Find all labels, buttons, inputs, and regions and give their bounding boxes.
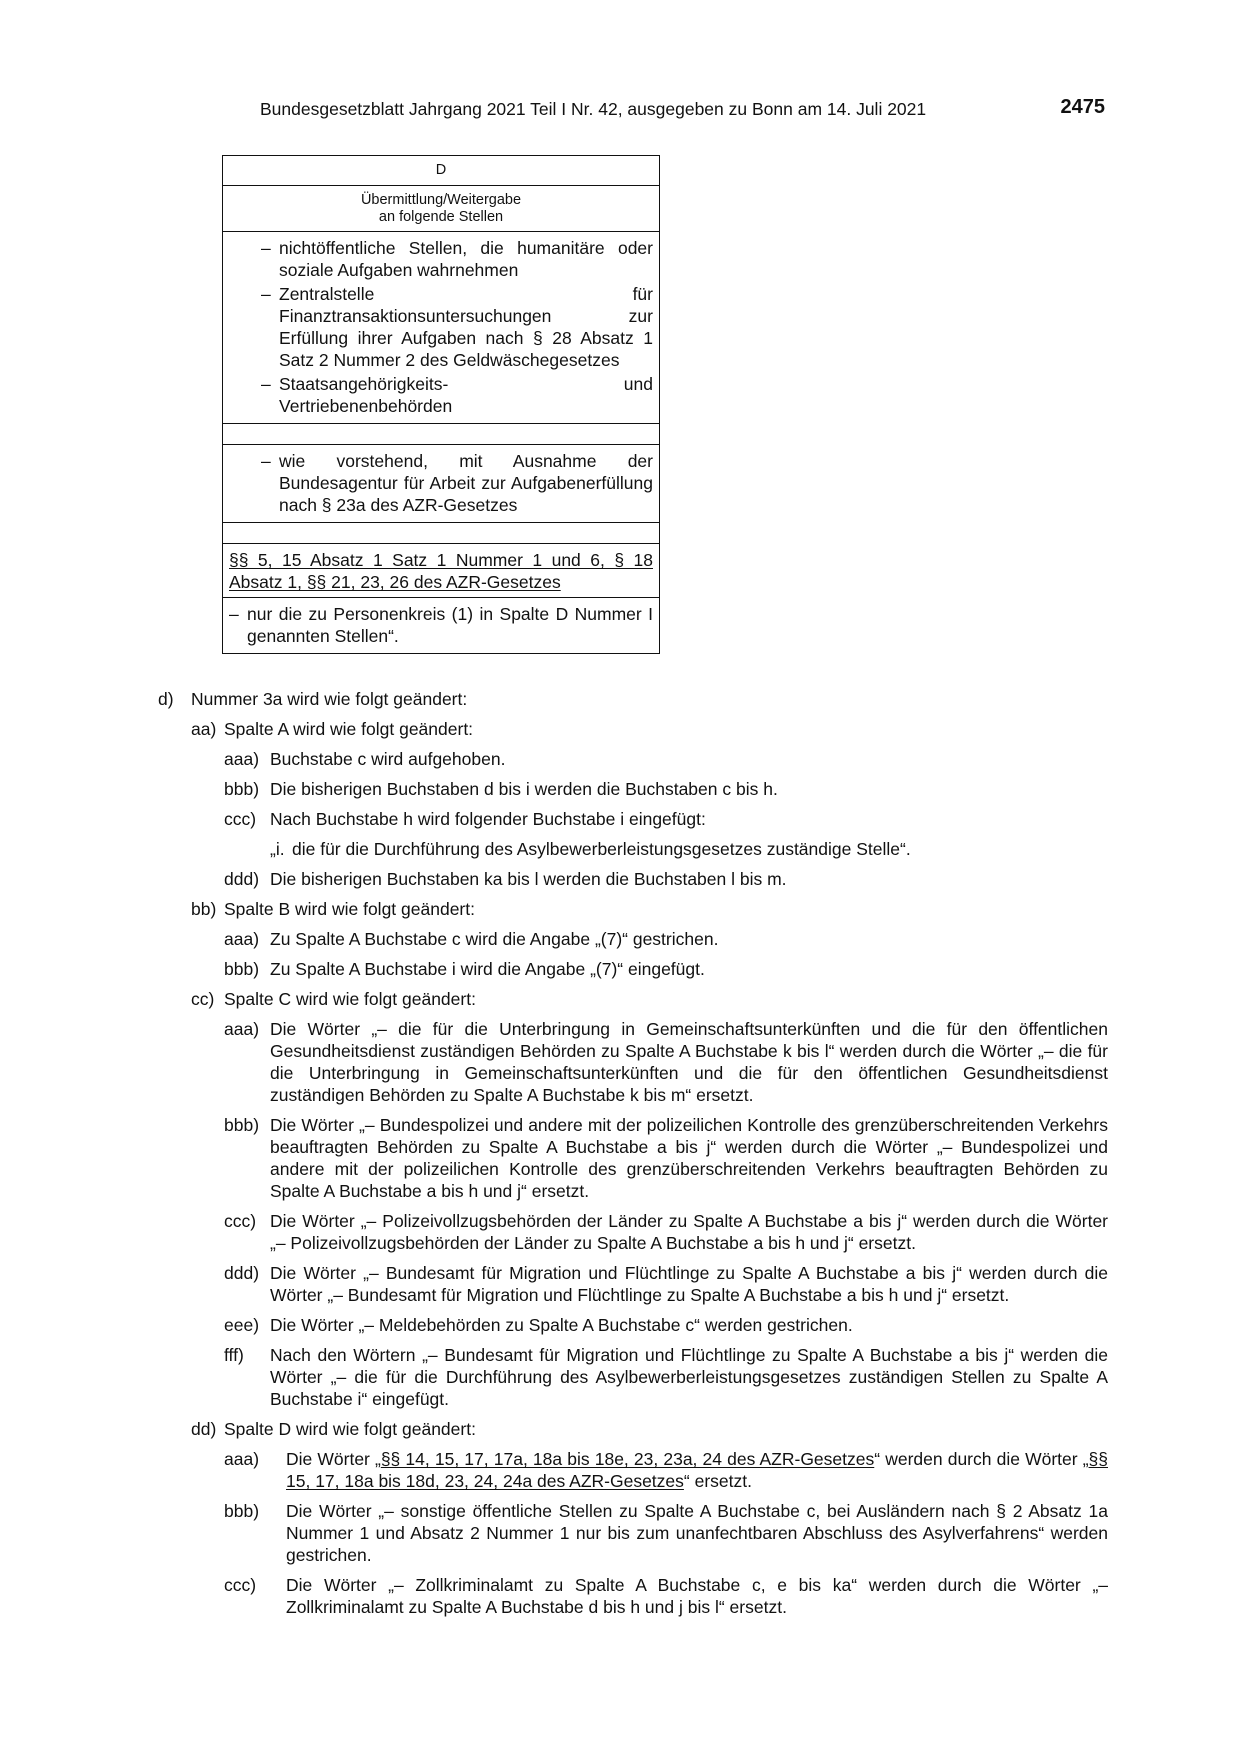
page-header xyxy=(260,96,1105,123)
column-letter: D xyxy=(223,156,659,186)
item-cc-aaa: aaa) Die Wörter „– die für die Unterbringung in Gemeinschaftsunterkünften und die für den öffentlichen Gesundheitsdienst zuständigen Behörden zu Spalte A Buchstabe k bis l“ werden durch die Wörter „– die für die Unterbringung in Gemeinschaftsunterkünften und die für den öffentlichen Gesundheitsdienst zuständigen Behörden zu Spalte A Buchstabe k bis m“ ersetzt. xyxy=(224,1019,1108,1105)
column-heading-line2: an folgende Stellen xyxy=(378,209,504,225)
item-dd: dd) Spalte D wird wie folgt geändert: xyxy=(191,1419,476,1439)
item-dd-bbb: bbb) Die Wörter „– sonstige öffentliche Stellen zu Spalte A Buchstabe c, bei Ausländern nach § 2 Absatz 1a Nummer 1 und Absatz 2 Nummer 1 nur bis zum unanfechtbaren Abschluss des Asylverfahrens“ werden gestrichen. xyxy=(224,1501,1108,1565)
item-d: d) Nummer 3a wird wie folgt geändert: xyxy=(158,689,468,709)
table-empty-row xyxy=(223,424,659,445)
item-aa-ccc: ccc) Nach Buchstabe h wird folgender Buchstabe i eingefügt: xyxy=(224,809,706,829)
list-item: – nur die zu Personenkreis (1) in Spalte D Nummer I genannten Stellen“. xyxy=(229,604,653,646)
dash: – xyxy=(261,374,271,394)
item-aa: aa) Spalte A wird wie folgt geändert: xyxy=(191,719,474,739)
item-aa-ccc-i: „i. die für die Durchführung des Asylbewerberleistungsgesetzes zuständige Stelle“. xyxy=(270,839,911,859)
list-item: – nichtöffentliche Stellen, die humanitäre oder soziale Aufgaben wahrnehmen xyxy=(261,238,653,280)
list-item: – Zentralstelle für Finanztransaktionsuntersuchungen zur Erfüllung ihrer Aufgaben nach § 28 Absatz 1 Satz 2 Nummer 2 des Geldwäschegesetzes xyxy=(261,284,653,370)
item-dd-ccc: ccc) Die Wörter „– Zollkriminalamt zu Spalte A Buchstabe c, e bis ka“ werden durch die Wörter „– Zollkriminalamt zu Spalte A Buchstabe d bis h und j bis l“ ersetzt. xyxy=(224,1575,1108,1617)
item-bb: bb) Spalte B wird wie folgt geändert: xyxy=(191,899,475,919)
dash: – xyxy=(261,451,271,471)
amendment-text xyxy=(158,688,1108,1626)
table-block-3 xyxy=(223,598,659,653)
item-cc-ccc: ccc) Die Wörter „– Polizeivollzugsbehörden der Länder zu Spalte A Buchstabe a bis j“ werden durch die Wörter „– Polizeivollzugsbehörden der Länder zu Spalte A Buchstabe a bis h und j“ ersetzt. xyxy=(224,1211,1108,1253)
table-block-2 xyxy=(223,445,659,523)
table-block-1 xyxy=(223,232,659,424)
item-aa-bbb: bbb) Die bisherigen Buchstaben d bis i werden die Buchstaben c bis h. xyxy=(224,779,778,799)
column-d-table xyxy=(222,155,660,654)
item-aa-ddd: ddd) Die bisherigen Buchstaben ka bis l werden die Buchstaben l bis m. xyxy=(224,869,787,889)
table-empty-row xyxy=(223,523,659,544)
item-cc-bbb: bbb) Die Wörter „– Bundespolizei und andere mit der polizeilichen Kontrolle des grenzüberschreitenden Verkehrs beauftragten Behörden zu Spalte A Buchstabe a bis j“ werden durch die Wörter „– Bundespolizei und andere mit der polizeilichen Kontrolle des grenzüberschreitenden Verkehrs beauftragten Behörden zu Spalte A Buchstabe a bis h und j“ ersetzt. xyxy=(224,1115,1108,1201)
item-cc-eee: eee) Die Wörter „– Meldebehörden zu Spalte A Buchstabe c“ werden gestrichen. xyxy=(224,1315,853,1335)
item-dd-aaa: aaa) Die Wörter „§§ 14, 15, 17, 17a, 18a bis 18e, 23, 23a, 24 des AZR-Gesetzes“ werden durch die Wörter „§§ 15, 17, 18a bis 18d, 23, 24, 24a des AZR-Gesetzes“ ersetzt. xyxy=(224,1449,1108,1491)
table-block-3-heading: §§ 5, 15 Absatz 1 Satz 1 Nummer 1 und 6, § 18 Absatz 1, §§ 21, 23, 26 des AZR-Gesetzes xyxy=(223,544,659,598)
item-cc-ddd: ddd) Die Wörter „– Bundesamt für Migration und Flüchtlinge zu Spalte A Buchstabe a bis j“ werden durch die Wörter „– Bundesamt für Migration und Flüchtlinge zu Spalte A Buchstabe a bis h und j“ ersetzt. xyxy=(224,1263,1108,1305)
column-heading xyxy=(223,186,659,232)
item-cc-fff: fff) Nach den Wörtern „– Bundesamt für Migration und Flüchtlinge zu Spalte A Buchstabe a bis j“ werden die Wörter „– die für die Durchführung des Asylbewerberleistungsgesetzes zuständigen Stellen zu Spalte A Buchstabe i“ eingefügt. xyxy=(224,1345,1108,1409)
page-number: 2475 xyxy=(1060,96,1105,118)
list-item: – wie vorstehend, mit Ausnahme der Bundesagentur für Arbeit zur Aufgabenerfüllung nach § 23a des AZR-Gesetzes xyxy=(261,451,653,515)
column-heading-line1: Übermittlung/Weitergabe xyxy=(360,192,522,208)
dash: – xyxy=(261,284,271,304)
item-bb-aaa: aaa) Zu Spalte A Buchstabe c wird die Angabe „(7)“ gestrichen. xyxy=(224,929,719,949)
dash: – xyxy=(261,238,271,258)
header-title: Bundesgesetzblatt Jahrgang 2021 Teil I Nr. 42, ausgegeben zu Bonn am 14. Juli 2021 xyxy=(260,99,927,119)
list-item: – Staatsangehörigkeits- und Vertriebenenbehörden xyxy=(261,374,653,416)
dash: – xyxy=(229,604,239,624)
item-bb-bbb: bbb) Zu Spalte A Buchstabe i wird die Angabe „(7)“ eingefügt. xyxy=(224,959,705,979)
item-aa-aaa: aaa) Buchstabe c wird aufgehoben. xyxy=(224,749,506,769)
item-cc: cc) Spalte C wird wie folgt geändert: xyxy=(191,989,476,1009)
